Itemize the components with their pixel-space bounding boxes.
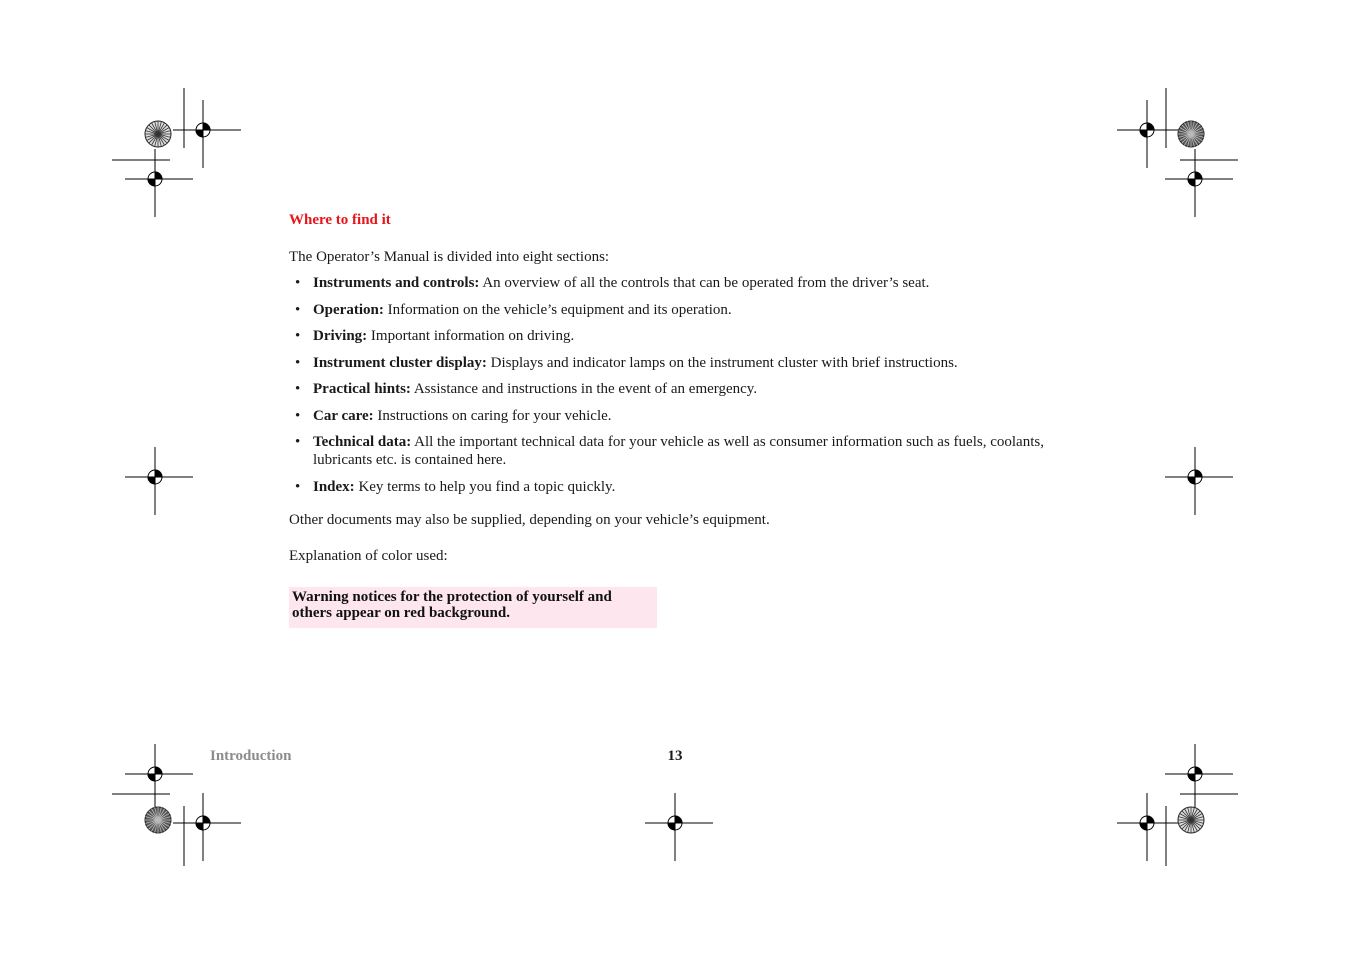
section-description: Displays and indicator lamps on the instrument cluster with brief instructions. [490,354,958,371]
registration-target-icon [645,793,713,861]
bullet-icon: • [295,407,301,424]
registration-target-icon [125,447,193,515]
section-term: Instrument cluster display: [313,354,487,371]
section-term: Operation: [313,301,384,318]
list-item [289,274,1069,292]
starburst-target-icon [1178,807,1204,833]
registration-target-icon [125,149,193,217]
section-term: Practical hints: [313,381,411,397]
manual-sections-list [289,274,1069,504]
warning-notice-text: Warning notices for the protection of yourself and others appear on red background. [292,589,612,621]
section-description: All the important technical data for your vehicle as well as consumer information such as fuels, coolants, lubricants etc. is contained here. [313,434,1044,468]
registration-target-icon [173,793,241,861]
footer-section-name: Introduction [210,748,292,764]
section-term: Car care: [313,407,374,424]
bullet-icon: • [295,354,301,371]
color-explanation-paragraph: Explanation of color used: [289,548,448,564]
list-item [289,327,1069,345]
bullet-icon: • [295,328,301,344]
list-item [289,407,1069,425]
list-item [289,354,1069,372]
section-description: Instructions on caring for your vehicle. [377,407,612,424]
section-description: Assistance and instructions in the event of an emergency. [413,381,758,397]
list-item [289,433,1069,469]
section-term: Driving: [313,328,368,344]
page-number: 13 [667,748,683,764]
registration-target-icon [125,744,193,812]
registration-target-icon [1165,744,1233,812]
list-item [289,478,1069,496]
bullet-icon: • [295,478,301,495]
registration-target-icon [173,100,241,168]
registration-target-icon [1165,447,1233,515]
bullet-icon: • [295,434,301,450]
list-item [289,301,1069,319]
bullet-icon: • [295,301,301,318]
section-description: An overview of all the controls that can be operated from the driver’s seat. [482,275,930,291]
section-description: Information on the vehicle’s equipment and its operation. [387,301,732,318]
section-description: Important information on driving. [370,328,575,344]
list-item [289,380,1069,398]
section-heading: Where to find it [289,212,391,228]
registration-target-icon [1117,100,1185,168]
section-description: Key terms to help you find a topic quickly. [358,478,616,495]
starburst-target-icon [145,807,171,833]
starburst-target-icon [145,121,171,147]
intro-paragraph: The Operator’s Manual is divided into eight sections: [289,249,610,265]
starburst-target-icon [1178,121,1204,147]
registration-target-icon [1165,149,1233,217]
registration-target-icon [1117,793,1185,861]
bullet-icon: • [295,275,301,291]
section-term: Instruments and controls: [313,275,480,291]
warning-notice-box [289,587,657,628]
bullet-icon: • [295,381,301,397]
section-term: Technical data: [313,434,412,450]
section-term: Index: [313,478,355,495]
other-documents-paragraph: Other documents may also be supplied, depending on your vehicle’s equipment. [289,512,770,528]
